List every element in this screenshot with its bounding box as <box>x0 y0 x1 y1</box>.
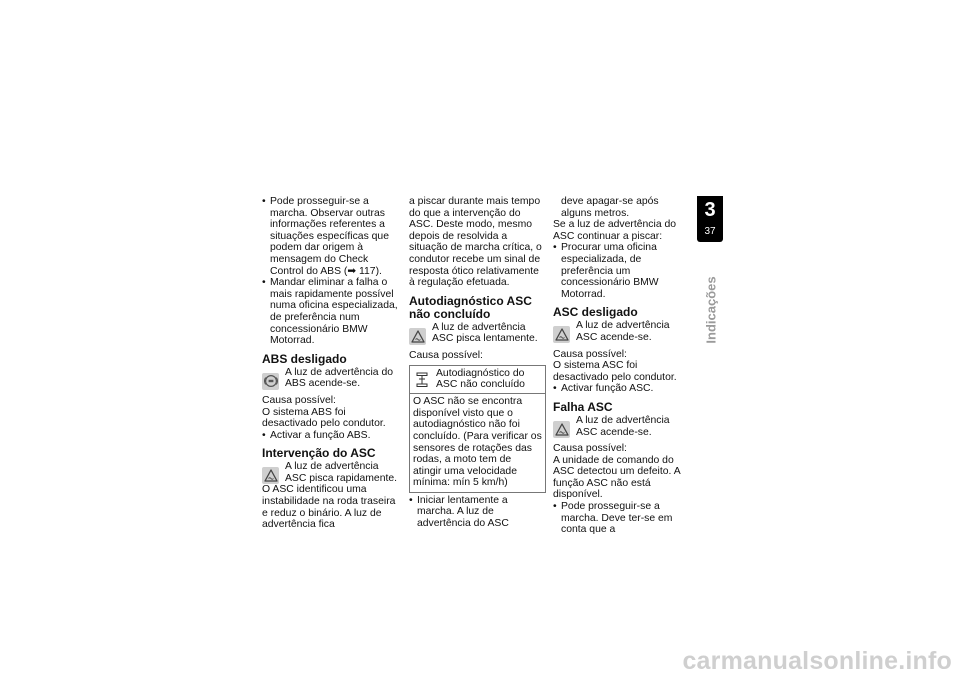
section-title <box>695 275 727 345</box>
body-text: deve apagar-se após alguns metros. <box>561 196 659 219</box>
warning-text: A luz de advertência ASC acende-se. <box>576 320 670 343</box>
column-2 <box>409 196 546 530</box>
bullet-list <box>262 430 398 442</box>
cause-label: Causa possível: <box>409 349 483 361</box>
column-1 <box>262 196 398 531</box>
body-text: Se a luz de advertência do ASC continuar a piscar: <box>553 219 677 242</box>
bullet-list-top <box>262 196 398 347</box>
cause-label: Causa possível: <box>262 394 336 406</box>
list-item: • Pode prosseguir-se a marcha. Observar outras informações referentes a situações específicas que podem dar origem à mensagem do Check Control do ABS (➡ 117). <box>262 196 398 277</box>
page-number: 37 <box>704 226 716 237</box>
warning-asc-fault <box>553 415 688 438</box>
list-item: • Iniciar lentamente a marcha. A luz de advertência do ASC <box>409 495 546 530</box>
info-box-header <box>410 366 545 395</box>
warning-text: A luz de advertência do ABS acende-se. <box>285 366 394 390</box>
cause-text: O sistema ABS foi desactivado pelo condutor. <box>262 406 386 430</box>
list-item: • Mandar eliminar a falha o mais rapidamente possível numa oficina especializada, de preferência num concessionário BMW Motorrad. <box>262 277 398 347</box>
heading-asc-diagnosis: Autodiagnóstico ASC não concluído <box>409 293 532 321</box>
warning-asc-off <box>553 320 688 343</box>
cause-label: Causa possível: <box>553 443 627 455</box>
cause-text: A unidade de comando do ASC detectou um defeito. A função ASC não está disponível. <box>553 454 681 501</box>
column-3 <box>553 196 688 536</box>
warning-triangle-icon <box>553 421 570 438</box>
warning-asc-diagnosis <box>409 322 546 345</box>
list-item: • Pode prosseguir-se a marcha. Deve ter-se em conta que a <box>553 501 688 536</box>
abs-icon <box>262 373 279 390</box>
heading-abs-off: ABS desligado <box>262 351 347 366</box>
list-item: • Activar a função ABS. <box>262 430 398 442</box>
watermark: carmanualsonline.info <box>682 647 952 675</box>
cause-label: Causa possível: <box>553 348 627 360</box>
warning-text: A luz de advertência ASC pisca rapidamente. <box>285 461 398 484</box>
section-title-text: Indicações <box>703 276 719 344</box>
list-item: • Activar função ASC. <box>553 383 688 395</box>
warning-triangle-icon <box>262 467 279 484</box>
chapter-tab <box>697 196 723 242</box>
body-text: O ASC identificou uma instabilidade na roda traseira e reduz o binário. A luz de advertência fica <box>262 484 396 531</box>
warning-asc-intervention <box>262 461 398 484</box>
info-box-text: O ASC não se encontra disponível visto que o autodiagnóstico não foi concluído. (Para verificar os sensores de rotações das rodas, a moto tem de atingir uma velocidade mínima: mín 5 km/h) <box>413 396 542 489</box>
body-text: a piscar durante mais tempo do que a intervenção do ASC. Deste modo, mesmo depois de resolvida a situação de marcha crítica, o condutor recebe um sinal de resposta ótico relativamente à regulação efetuada. <box>409 196 542 289</box>
warning-text: A luz de advertência ASC acende-se. <box>576 414 670 438</box>
bullet-list <box>553 242 688 300</box>
bullet-list <box>553 501 688 536</box>
chapter-number: 3 <box>704 199 716 221</box>
bullet-list <box>553 383 688 395</box>
warning-text: A luz de advertência ASC pisca lentamente. <box>432 321 538 345</box>
heading-asc-intervention: Intervenção do ASC <box>262 446 376 461</box>
info-box <box>409 365 546 493</box>
cause-text: O sistema ASC foi desactivado pelo condutor. <box>553 360 677 383</box>
warning-triangle-icon <box>409 328 426 345</box>
list-item: • Procurar uma oficina especializada, de preferência um concessionário BMW Motorrad. <box>553 242 688 300</box>
heading-asc-fault: Falha ASC <box>553 399 613 414</box>
warning-triangle-icon <box>553 326 570 343</box>
arrow-ref-icon: ➡ <box>347 265 357 277</box>
info-box-title: Autodiagnóstico do ASC não concluído <box>436 367 525 391</box>
diagnostic-icon <box>416 372 430 392</box>
warning-abs-off <box>262 367 398 390</box>
bullet-list <box>409 495 546 530</box>
heading-asc-off: ASC desligado <box>553 305 638 320</box>
page-reference: 117). <box>359 265 382 277</box>
